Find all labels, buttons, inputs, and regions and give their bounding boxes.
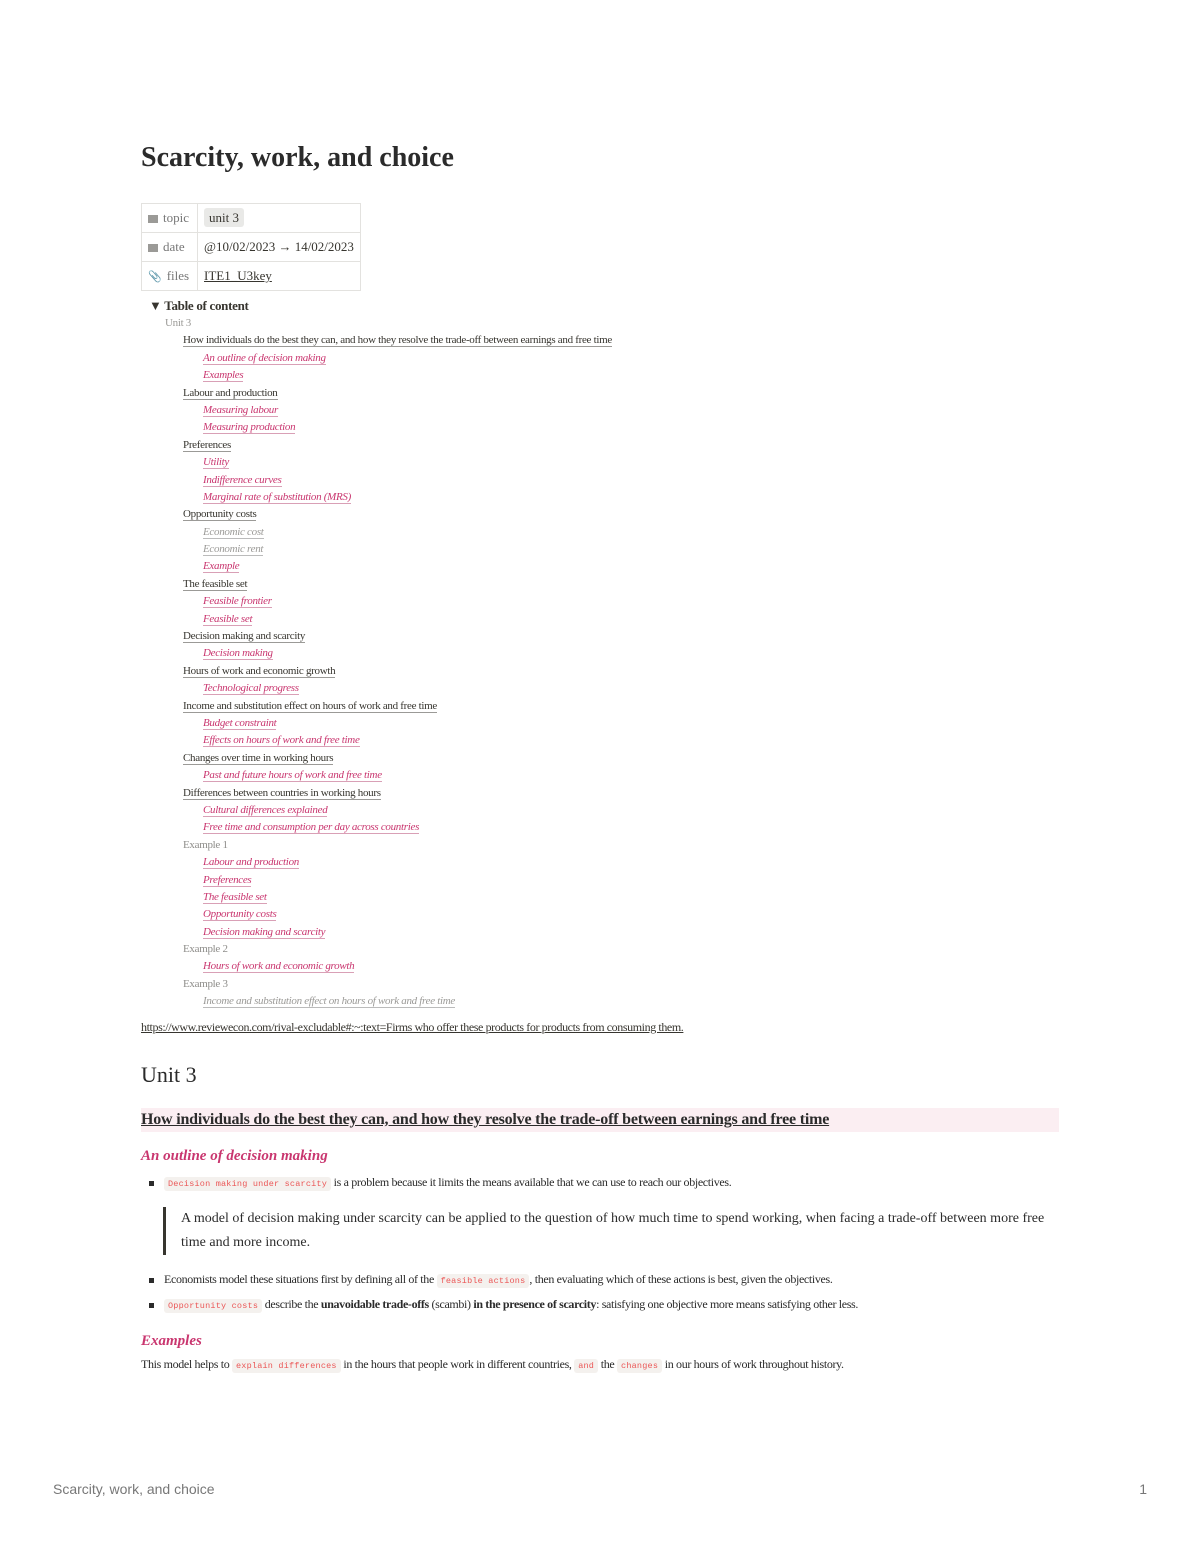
section-heading: How individuals do the best they can, and how they resolve the trade-off between earnings and free time <box>141 1108 1059 1132</box>
toc-item[interactable]: Feasible frontier <box>203 595 272 608</box>
list-item: Economists model these situations first by defining all of the feasible actions , then evaluating which of these actions is best, given the objectives. <box>149 1272 832 1287</box>
toc-item[interactable]: Changes over time in working hours <box>183 751 334 764</box>
bullet-icon <box>149 1278 154 1283</box>
toc-item[interactable]: Decision making and scarcity <box>183 630 306 643</box>
toc-item[interactable]: Example 2 <box>183 943 228 956</box>
subsection-heading-examples: Examples <box>141 1333 202 1349</box>
blockquote: A model of decision making under scarcity can be applied to the question of how much time to spend working, when facing a trade-off between more free time and more income. <box>163 1207 1061 1255</box>
toc-item[interactable]: Indifference curves <box>203 473 282 486</box>
property-topic: topic unit 3 <box>142 204 361 233</box>
page-number: 1 <box>1139 1481 1147 1497</box>
toc-item[interactable]: Utility <box>203 456 230 469</box>
toc-item[interactable]: The feasible set <box>183 577 248 590</box>
reference-link[interactable]: https://www.reviewecon.com/rival-excludable#:~:text=Firms who offer these products for products from consuming them. <box>141 1020 684 1034</box>
toc-item[interactable]: Measuring production <box>203 421 296 434</box>
table-of-contents <box>141 315 841 1011</box>
toc-item[interactable]: Effects on hours of work and free time <box>203 734 360 747</box>
toc-item[interactable]: Budget constraint <box>203 716 277 729</box>
toc-toggle[interactable]: ▼ Table of content <box>149 298 249 313</box>
toc-item[interactable]: Hours of work and economic growth <box>183 664 336 677</box>
footer-title: Scarcity, work, and choice <box>53 1481 215 1497</box>
properties-table <box>141 203 361 291</box>
toc-item[interactable]: Hours of work and economic growth <box>203 960 355 973</box>
toc-item[interactable]: An outline of decision making <box>203 351 326 364</box>
toc-item[interactable]: Opportunity costs <box>203 908 277 921</box>
bullet-icon <box>149 1303 154 1308</box>
inline-code: changes <box>617 1359 662 1373</box>
toc-item[interactable]: Technological progress <box>203 682 299 695</box>
file-link[interactable]: ITE1_U3key <box>204 268 272 283</box>
toc-item[interactable]: Income and substitution effect on hours of work and free time <box>183 699 437 712</box>
list-item: Opportunity costs describe the unavoidable trade-offs (scambi) in the presence of scarcity: satisfying one objective more means satisfying other less. <box>149 1297 858 1312</box>
toc-item[interactable]: Cultural differences explained <box>203 803 328 816</box>
toc-item[interactable]: Example 3 <box>183 977 228 990</box>
toc-item[interactable]: Free time and consumption per day across countries <box>203 821 420 834</box>
inline-code: explain differences <box>232 1359 341 1373</box>
toc-item[interactable]: Preferences <box>203 873 252 886</box>
bullet-icon <box>149 1181 154 1186</box>
toc-item[interactable]: Unit 3 <box>165 317 192 329</box>
toc-item[interactable]: Differences between countries in working hours <box>183 786 381 799</box>
unit-heading: Unit 3 <box>141 1062 197 1087</box>
list-icon <box>148 215 158 223</box>
calendar-icon <box>148 244 158 252</box>
topic-tag[interactable]: unit 3 <box>204 208 244 227</box>
inline-code: and <box>574 1359 598 1373</box>
toc-item[interactable]: Marginal rate of substitution (MRS) <box>203 490 351 503</box>
toc-item[interactable]: Labour and production <box>183 386 278 399</box>
toc-item[interactable]: Past and future hours of work and free time <box>203 769 382 782</box>
toc-item[interactable]: The feasible set <box>203 890 267 903</box>
paragraph: This model helps to explain differences in the hours that people work in different countries, and the changes in our hours of work throughout history. <box>141 1357 844 1371</box>
toc-item[interactable]: Example 1 <box>183 838 228 851</box>
property-date: date @10/02/2023 → 14/02/2023 <box>142 233 361 262</box>
inline-code: feasible actions <box>437 1274 530 1288</box>
property-files: 📎 files ITE1_U3key <box>142 262 361 291</box>
toc-item[interactable]: Economic cost <box>203 525 264 538</box>
page-title: Scarcity, work, and choice <box>141 142 454 173</box>
list-item: Decision making under scarcity is a problem because it limits the means available that we can use to reach our objectives. <box>149 1175 731 1190</box>
toc-item[interactable]: Opportunity costs <box>183 508 257 521</box>
date-value[interactable]: @10/02/2023 → 14/02/2023 <box>198 233 361 262</box>
toc-item[interactable]: Measuring labour <box>203 403 278 416</box>
toc-item[interactable]: Income and substitution effect on hours of work and free time <box>203 995 455 1008</box>
toc-item[interactable]: Preferences <box>183 438 231 451</box>
toc-item[interactable]: Example <box>203 560 240 573</box>
toc-item[interactable]: How individuals do the best they can, and how they resolve the trade-off between earnings and free time <box>183 334 612 347</box>
inline-code: Decision making under scarcity <box>164 1177 331 1191</box>
toc-item[interactable]: Examples <box>203 369 244 382</box>
inline-code: Opportunity costs <box>164 1299 262 1313</box>
toc-item[interactable]: Decision making and scarcity <box>203 925 326 938</box>
toc-item[interactable]: Economic rent <box>203 543 264 556</box>
toc-item[interactable]: Decision making <box>203 647 273 660</box>
paperclip-icon: 📎 <box>148 271 162 283</box>
toc-item[interactable]: Feasible set <box>203 612 253 625</box>
subsection-heading-outline: An outline of decision making <box>141 1148 328 1164</box>
toc-item[interactable]: Labour and production <box>203 856 299 869</box>
